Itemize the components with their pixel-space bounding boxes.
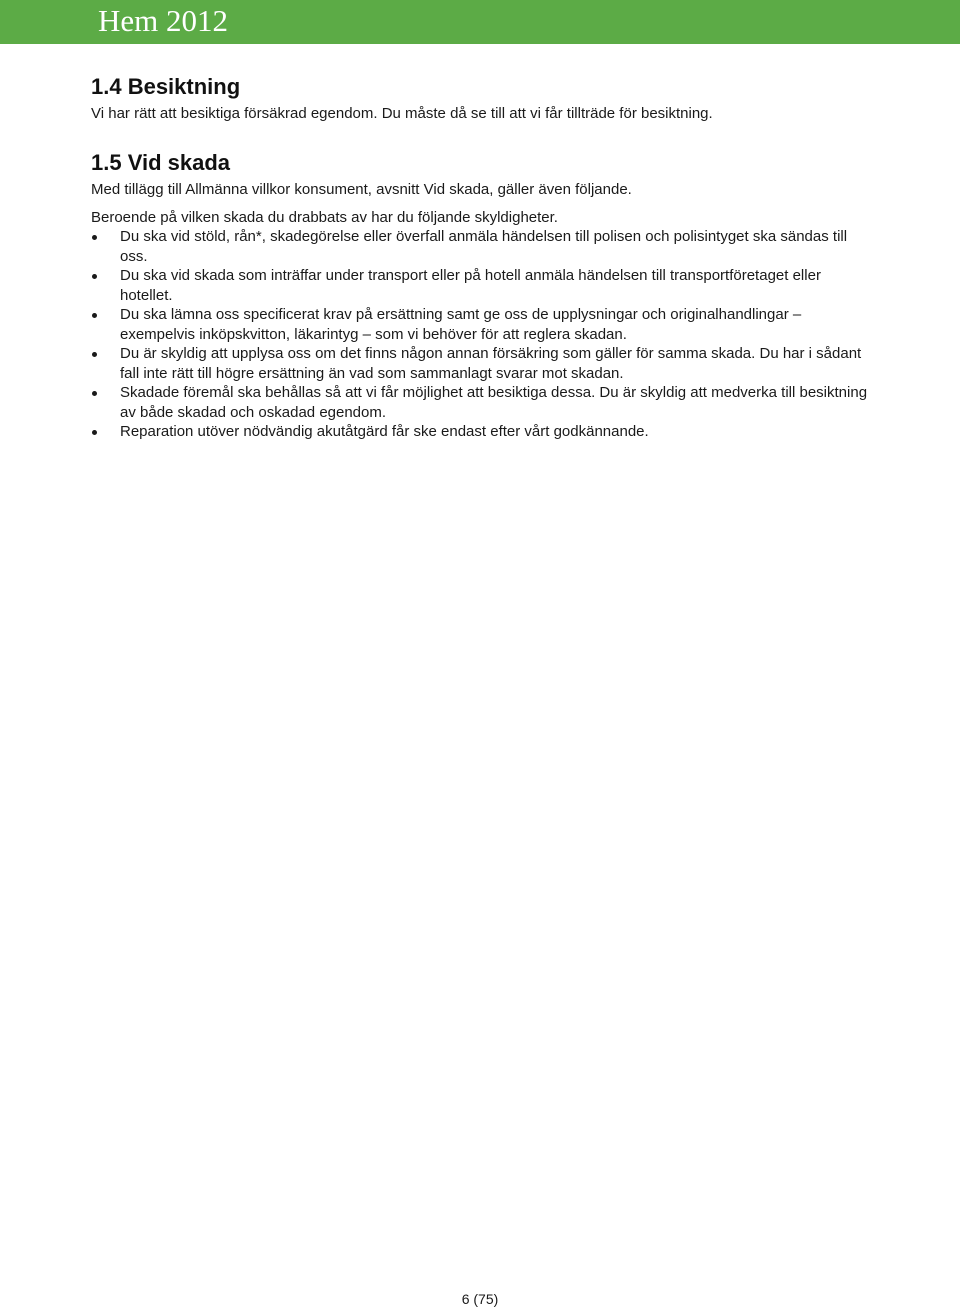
list-item: [91, 383, 871, 422]
section-paragraph: Vi har rätt att besiktiga försäkrad egendom. Du måste då se till att vi får tillträde för besiktning.: [91, 105, 713, 122]
section-heading: 1.5 Vid skada: [91, 149, 231, 175]
bullet-icon: [92, 391, 97, 396]
list-item: [91, 227, 871, 266]
bullet-icon: [92, 313, 97, 318]
bullet-icon: [92, 430, 97, 435]
list-item: [91, 305, 871, 344]
section-heading: 1.4 Besiktning: [91, 74, 241, 99]
page-number: 6 (75): [461, 1291, 499, 1307]
list-item-text: Du är skyldig att upplysa oss om det finns någon annan försäkring som gäller för samma skada. Du har i sådant fall inte rätt till högre ersättning än vad som sammanlagt svarar mot skadan.: [120, 345, 862, 382]
list-item: [91, 344, 871, 383]
section-besiktning: [91, 72, 871, 124]
list-item: [91, 266, 871, 305]
document-body: [91, 72, 871, 442]
obligations-list: [91, 227, 871, 442]
bullet-icon: [92, 235, 97, 240]
list-item-text: Skadade föremål ska behållas så att vi får möjlighet att besiktiga dessa. Du är skyldig att medverka till besiktning av både skadad och oskadad egendom.: [120, 384, 868, 421]
section-intro: Med tillägg till Allmänna villkor konsument, avsnitt Vid skada, gäller även följande.: [91, 180, 632, 198]
document-title: Hem 2012: [98, 3, 229, 38]
bullet-icon: [92, 274, 97, 279]
bullet-icon: [92, 352, 97, 357]
section-vid-skada: [91, 148, 871, 442]
list-item: [91, 422, 871, 442]
list-item-text: Du ska vid stöld, rån*, skadegörelse eller överfall anmäla händelsen till polisen och polisintyget ska sändas till oss.: [120, 228, 848, 265]
section-intro-obligations: Beroende på vilken skada du drabbats av har du följande skyldigheter.: [91, 208, 558, 226]
list-item-text: Du ska lämna oss specificerat krav på ersättning samt ge oss de upplysningar och originalhandlingar – exempelvis inköpskvitton, läkarintyg – som vi behöver för att reglera skadan.: [120, 306, 802, 343]
list-item-text: Du ska vid skada som inträffar under transport eller på hotell anmäla händelsen till transportföretaget eller hotellet.: [120, 267, 821, 304]
list-item-text: Reparation utöver nödvändig akutåtgärd får ske endast efter vårt godkännande.: [120, 423, 649, 440]
